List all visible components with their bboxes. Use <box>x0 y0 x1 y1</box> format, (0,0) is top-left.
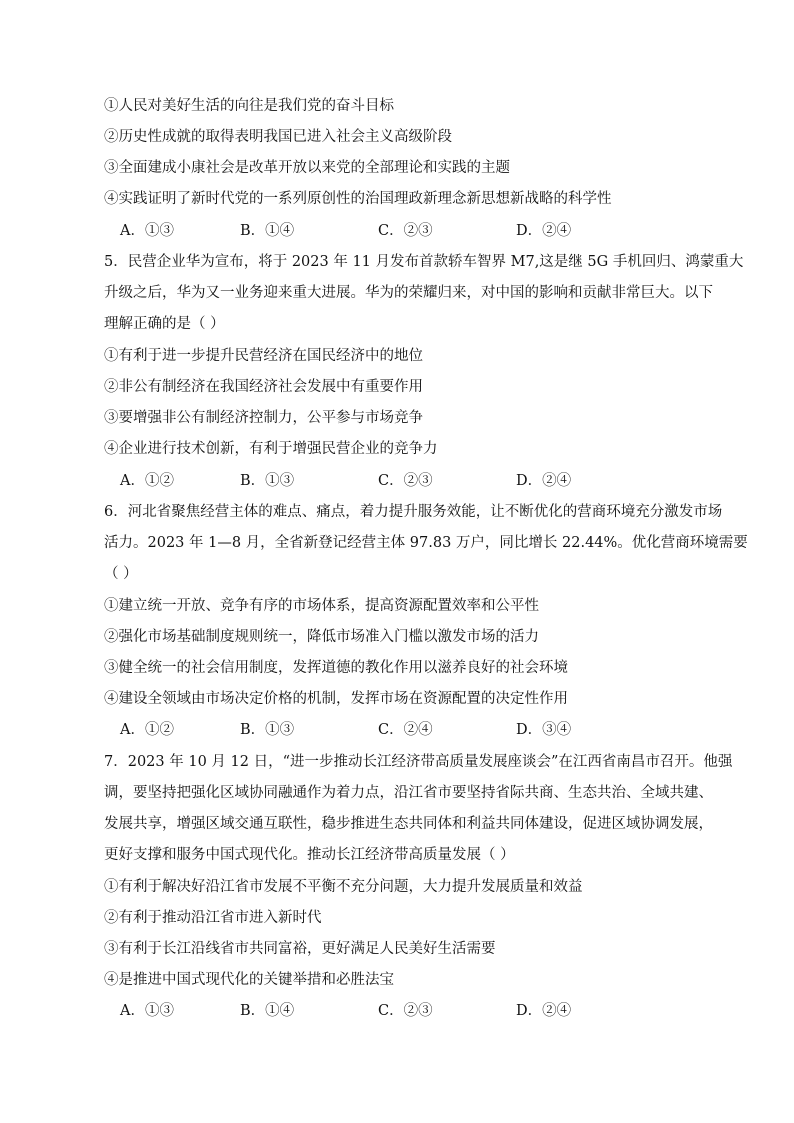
q5-option-c[interactable]: C．②③ <box>378 473 433 489</box>
q6-statement-1: ①建立统一开放、竞争有序的市场体系，提高资源配置效率和公平性 <box>104 598 539 614</box>
q5-stem-line-2: 升级之后，华为又一业务迎来重大进展。华为的荣耀归来，对中国的影响和贡献非常巨大。以下 <box>104 285 713 301</box>
q7-stem-line-1: 7．2023 年 10 月 12 日，“进一步推动长江经济带高质量发展座谈会”在江西省南昌市召开。他强 <box>104 754 733 770</box>
q6-options <box>120 720 680 740</box>
q6-statement-3: ③健全统一的社会信用制度，发挥道德的教化作用以滋养良好的社会环境 <box>104 660 568 676</box>
q7-option-c[interactable]: C．②③ <box>378 1003 433 1019</box>
q5-statement-2: ②非公有制经济在我国经济社会发展中有重要作用 <box>104 379 423 395</box>
q4-options <box>120 221 680 241</box>
q4-option-a[interactable]: A．①③ <box>120 223 174 239</box>
q7-statement-1: ①有利于解决好沿江省市发展不平衡不充分问题，大力提升发展质量和效益 <box>104 879 583 895</box>
q5-statement-4: ④企业进行技术创新，有利于增强民营企业的竞争力 <box>104 441 438 457</box>
q4-option-c[interactable]: C．②③ <box>378 223 433 239</box>
q7-statement-2: ②有利于推动沿江省市进入新时代 <box>104 910 322 926</box>
q7-stem-line-3: 发展共享，增强区域交通互联性，稳步推进生态共同体和利益共同体建设，促进区域协调发展， <box>104 816 713 832</box>
q7-option-b[interactable]: B．①④ <box>240 1003 295 1019</box>
q7-statement-3: ③有利于长江沿线省市共同富裕，更好满足人民美好生活需要 <box>104 941 496 957</box>
q7-option-d[interactable]: D．②④ <box>516 1003 572 1019</box>
q4-option-d[interactable]: D．②④ <box>516 223 572 239</box>
q4-statement-1: ①人民对美好生活的向往是我们党的奋斗目标 <box>104 98 394 114</box>
q7-statement-4: ④是推进中国式现代化的关键举措和必胜法宝 <box>104 972 394 988</box>
q6-option-b[interactable]: B．①③ <box>240 722 295 738</box>
q4-statement-2: ②历史性成就的取得表明我国已进入社会主义高级阶段 <box>104 129 452 145</box>
q6-stem-line-3: （ ） <box>104 566 138 582</box>
q5-statement-3: ③要增强非公有制经济控制力，公平参与市场竞争 <box>104 410 423 426</box>
q6-stem-line-1: 6．河北省聚焦经营主体的难点、痛点，着力提升服务效能，让不断优化的营商环境充分激发市场 <box>104 504 723 520</box>
q6-option-c[interactable]: C．②④ <box>378 722 433 738</box>
q5-stem-line-1: 5．民营企业华为宣布，将于 2023 年 11 月发布首款轿车智界 M7,这是继 5G 手机回归、鸿蒙重大 <box>104 254 744 270</box>
q5-stem-line-3: 理解正确的是（ ） <box>104 316 225 332</box>
q6-stem-line-2: 活力。2023 年 1—8 月，全省新登记经营主体 97.83 万户，同比增长 22.44%。优化营商环境需要 <box>104 535 748 551</box>
q7-option-a[interactable]: A．①③ <box>120 1003 174 1019</box>
q6-option-d[interactable]: D．③④ <box>516 722 572 738</box>
q6-statement-4: ④建设全领域由市场决定价格的机制，发挥市场在资源配置的决定性作用 <box>104 691 568 707</box>
q4-statement-3: ③全面建成小康社会是改革开放以来党的全部理论和实践的主题 <box>104 160 510 176</box>
q5-statement-1: ①有利于进一步提升民营经济在国民经济中的地位 <box>104 348 423 364</box>
q5-option-a[interactable]: A．①② <box>120 473 174 489</box>
q5-option-d[interactable]: D．②④ <box>516 473 572 489</box>
q4-statement-4: ④实践证明了新时代党的一系列原创性的治国理政新理念新思想新战略的科学性 <box>104 191 612 207</box>
q5-options <box>120 471 680 491</box>
q7-stem-line-2: 调，要坚持把强化区域协同融通作为着力点，沿江省市要坚持省际共商、生态共治、全域共建、 <box>104 785 713 801</box>
q6-statement-2: ②强化市场基础制度规则统一，降低市场准入门槛以激发市场的活力 <box>104 629 539 645</box>
q4-option-b[interactable]: B．①④ <box>240 223 295 239</box>
q5-option-b[interactable]: B．①③ <box>240 473 295 489</box>
q7-options <box>120 1001 680 1021</box>
q7-stem-line-4: 更好支撑和服务中国式现代化。推动长江经济带高质量发展（ ） <box>104 847 515 863</box>
q6-option-a[interactable]: A．①② <box>120 722 174 738</box>
